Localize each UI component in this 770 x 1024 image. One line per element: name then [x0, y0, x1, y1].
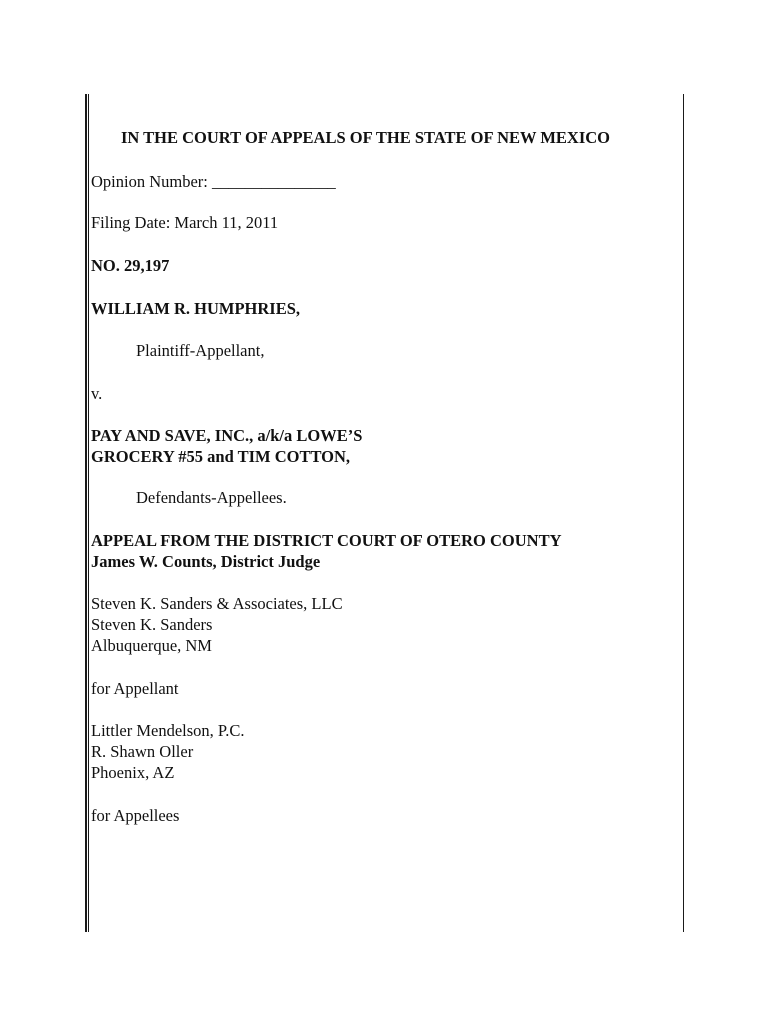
district-judge: James W. Counts, District Judge	[91, 552, 321, 571]
docket-number: NO. 29,197	[91, 256, 170, 275]
appellee-counsel-city: Phoenix, AZ	[91, 763, 175, 782]
opinion-number: Opinion Number: _______________	[91, 172, 336, 191]
filing-date: Filing Date: March 11, 2011	[91, 213, 279, 232]
appellee-counsel-attorney: R. Shawn Oller	[91, 742, 194, 761]
left-margin-rule	[85, 94, 87, 932]
defendants-role: Defendants-Appellees.	[136, 488, 287, 507]
for-appellees: for Appellees	[91, 806, 180, 825]
for-appellant: for Appellant	[91, 679, 179, 698]
court-title: IN THE COURT OF APPEALS OF THE STATE OF NEW MEXICO	[121, 128, 611, 147]
appellee-counsel-firm: Littler Mendelson, P.C.	[91, 721, 245, 740]
defendants-name-line-2: GROCERY #55 and TIM COTTON,	[91, 447, 351, 466]
appellant-counsel-city: Albuquerque, NM	[91, 636, 212, 655]
versus: v.	[91, 384, 103, 403]
left-margin-rule-inner	[88, 94, 89, 932]
plaintiff-role: Plaintiff-Appellant,	[136, 341, 265, 360]
appellant-counsel-attorney: Steven K. Sanders	[91, 615, 213, 634]
plaintiff-name: WILLIAM R. HUMPHRIES,	[91, 299, 301, 318]
right-margin-rule	[683, 94, 684, 932]
defendants-name-line-1: PAY AND SAVE, INC., a/k/a LOWE’S	[91, 426, 363, 445]
appellant-counsel-firm: Steven K. Sanders & Associates, LLC	[91, 594, 343, 613]
appeal-from: APPEAL FROM THE DISTRICT COURT OF OTERO COUNTY	[91, 531, 562, 550]
